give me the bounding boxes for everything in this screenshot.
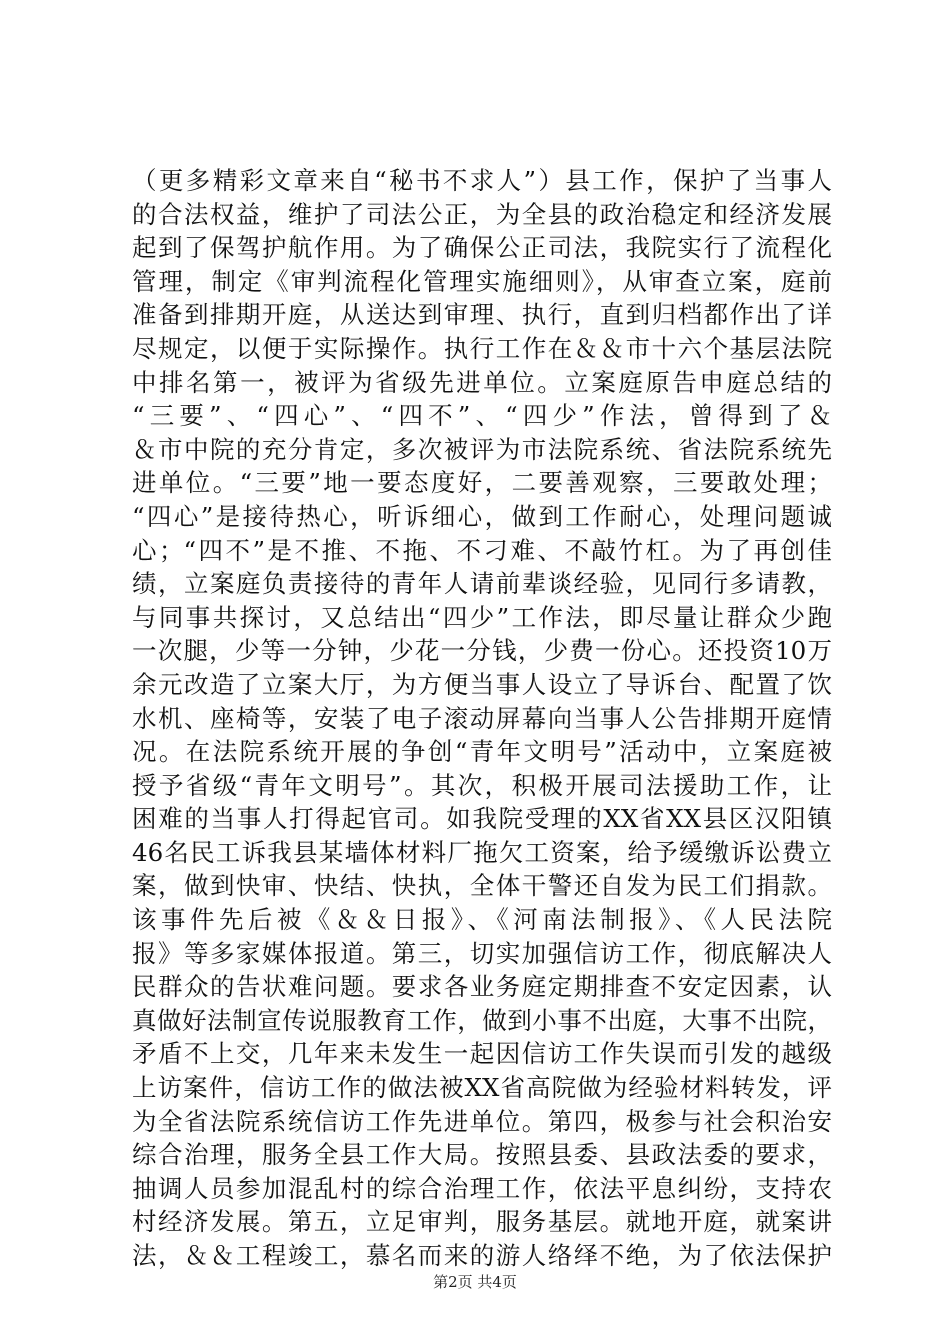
text-line: 矛盾不上交，几年来未发生一起因信访工作失误而引发的越级 bbox=[132, 1039, 832, 1069]
text-line: 与同事共探讨，又总结出“四少”工作法，即尽量让群众少跑 bbox=[132, 602, 832, 632]
text-line: 绩，立案庭负责接待的青年人请前辈谈经验，见同行多请教， bbox=[132, 569, 832, 599]
text-line: 进单位。“三要”地一要态度好，二要善观察，三要敢处理； bbox=[132, 468, 832, 498]
text-line: 况。在法院系统开展的争创“青年文明号”活动中，立案庭被 bbox=[132, 737, 832, 767]
text-line: ＆市中院的充分肯定，多次被评为市法院系统、省法院系统先 bbox=[132, 434, 832, 464]
body-text bbox=[132, 164, 832, 1273]
text-line: 报》等多家媒体报道。第三，切实加强信访工作，彻底解决人 bbox=[132, 938, 832, 968]
text-line: 困难的当事人打得起官司。如我院受理的XX省XX县区汉阳镇 bbox=[132, 804, 832, 834]
text-line: 真做好法制宣传说服教育工作，做到小事不出庭，大事不出院， bbox=[132, 1005, 832, 1035]
text-line: 案，做到快审、快结、快执，全体干警还自发为民工们捐款。 bbox=[132, 871, 832, 901]
text-line: （更多精彩文章来自“秘书不求人”）县工作，保护了当事人 bbox=[132, 166, 832, 195]
text-line: 起到了保驾护航作用。为了确保公正司法，我院实行了流程化 bbox=[132, 233, 832, 263]
text-line: 管理，制定《审判流程化管理实施细则》，从审查立案，庭前 bbox=[132, 266, 832, 296]
text-line: 该事件先后被《＆＆日报》、《河南法制报》、《人民法院 bbox=[132, 905, 832, 935]
text-line: 准备到排期开庭，从送达到审理、执行，直到归档都作出了详 bbox=[132, 300, 832, 330]
page-footer: 第2页 共4页 bbox=[433, 1273, 517, 1291]
text-line: 中排名第一，被评为省级先进单位。立案庭原告申庭总结的 bbox=[132, 367, 832, 397]
text-line: 为全省法院系统信访工作先进单位。第四，极参与社会积治安 bbox=[132, 1106, 832, 1136]
text-line: 上访案件，信访工作的做法被XX省高院做为经验材料转发，评 bbox=[132, 1073, 832, 1103]
text-line: 的合法权益，维护了司法公正，为全县的政治稳定和经济发展 bbox=[132, 199, 832, 229]
text-line: 民群众的告状难问题。要求各业务庭定期排查不安定因素，认 bbox=[132, 972, 832, 1002]
text-line: 余元改造了立案大厅，为方便当事人设立了导诉台、配置了饮 bbox=[132, 669, 832, 699]
text-line: 综合治理，服务全县工作大局。按照县委、县政法委的要求， bbox=[132, 1140, 832, 1170]
text-line: 水机、座椅等，安装了电子滚动屏幕向当事人公告排期开庭情 bbox=[132, 703, 832, 733]
text-line: “四心”是接待热心，听诉细心，做到工作耐心，处理问题诚 bbox=[132, 501, 832, 531]
text-line: 法，＆＆工程竣工，慕名而来的游人络绎不绝，为了依法保护 bbox=[132, 1241, 832, 1270]
text-line: 一次腿，少等一分钟，少花一分钱，少费一份心。还投资10万 bbox=[132, 636, 832, 666]
text-line: 授予省级“青年文明号”。其次，积极开展司法援助工作，让 bbox=[132, 770, 832, 800]
text-line: “三要”、“四心”、“四不”、“四少”作法，曾得到了＆ bbox=[132, 401, 832, 431]
text-line: 抽调人员参加混乱村的综合治理工作，依法平息纠纷，支持农 bbox=[132, 1173, 832, 1203]
text-line: 尽规定，以便于实际操作。执行工作在＆＆市十六个基层法院 bbox=[132, 333, 832, 363]
text-line: 46名民工诉我县某墙体材料厂拖欠工资案，给予缓缴诉讼费立 bbox=[132, 837, 832, 867]
text-line: 村经济发展。第五，立足审判，服务基层。就地开庭，就案讲 bbox=[132, 1207, 832, 1237]
text-line: 心；“四不”是不推、不拖、不刁难、不敲竹杠。为了再创佳 bbox=[132, 535, 832, 565]
